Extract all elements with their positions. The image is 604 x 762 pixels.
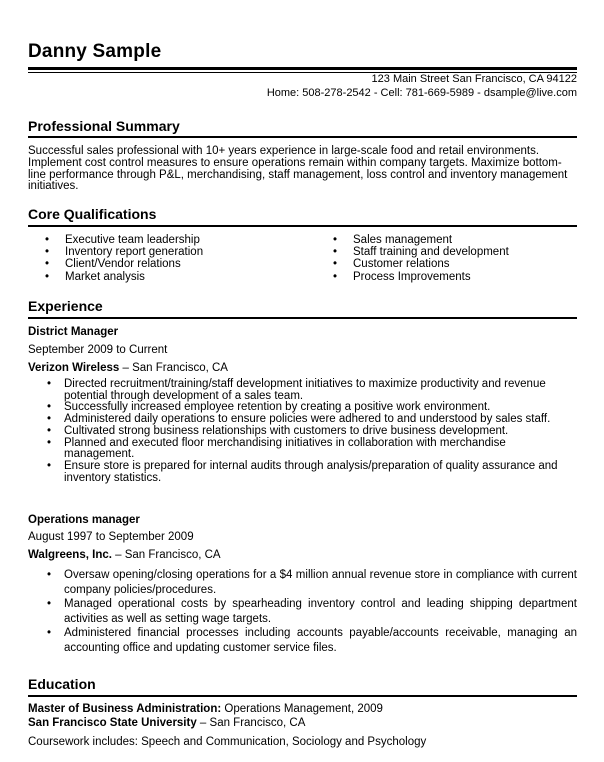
qualification-item: • Staff training and development [333,246,509,258]
company-name: Verizon Wireless [28,362,120,374]
job-role: Operations manager [28,514,140,526]
education-rule [28,695,577,697]
qualification-item: • Sales management [333,234,509,246]
company-location: – San Francisco, CA [111,549,221,561]
candidate-name: Danny Sample [28,41,162,62]
experience-rule [28,317,577,319]
job-employer [28,362,228,374]
job-bullets [28,379,577,484]
qualifications-right-list [333,234,509,283]
job-role: District Manager [28,326,119,338]
job-bullet: • Administered daily operations to ensure policies were adhered to and understood by sales staff. [28,414,577,426]
school-line [28,717,305,729]
job-bullet: • Planned and executed floor merchandising initiatives in collaboration with merchandise management. [28,438,577,461]
school-name: San Francisco State University [28,717,197,729]
qualification-item: • Process Improvements [333,271,509,283]
contact-address: 123 Main Street San Francisco, CA 94122 [371,73,577,85]
header-rule-thick [28,67,577,70]
qualification-item: • Customer relations [333,258,509,270]
degree-field: Operations Management, 2009 [221,703,383,715]
job-bullets [28,568,577,655]
school-location: – San Francisco, CA [196,717,306,729]
summary-rule [28,136,577,138]
job-bullet: • Administered financial processes including accounts payable/accounts receivable, managing an accounting office and updating customer service files. [28,626,577,655]
company-location: – San Francisco, CA [119,362,228,374]
qualifications-rule [28,225,577,227]
summary-heading: Professional Summary [28,118,180,134]
job-bullet: • Successfully increased employee retention by creating a positive work environment. [28,402,577,414]
experience-heading: Experience [28,298,103,314]
education-heading: Education [28,676,96,692]
job-bullet: • Directed recruitment/training/staff development initiatives to maximize productivity and revenue potential through development of a sales team. [28,379,577,402]
contact-phones-email: Home: 508-278-2542 - Cell: 781-669-5989 - dsample@live.com [266,87,577,99]
coursework: Coursework includes: Speech and Communication, Sociology and Psychology [28,736,427,748]
job-dates: August 1997 to September 2009 [28,531,194,543]
qualifications-left-list [45,234,203,283]
qualification-item: • Inventory report generation [45,246,203,258]
summary-text: Successful sales professional with 10+ years experience in large-scale food and retail environments. Implement cost control measures to ensure operations remain within company targets. Maximize bottom-line performance through P&L, merchandising, staff management, loss control and inventory management initiatives. [28,145,568,193]
job-bullet: • Cultivated strong business relationships with customers to drive business development. [28,426,577,438]
degree-label: Master of Business Administration: [28,703,222,715]
job-employer [28,549,221,561]
qualifications-heading: Core Qualifications [28,206,157,222]
qualification-item: • Market analysis [45,271,203,283]
degree-line [28,703,383,715]
qualification-item: • Executive team leadership [45,234,203,246]
company-name: Walgreens, Inc. [28,549,112,561]
job-dates: September 2009 to Current [28,344,168,356]
job-bullet: • Oversaw opening/closing operations for a $4 million annual revenue store in compliance with current company policies/procedures. [28,568,577,597]
job-bullet: • Ensure store is prepared for internal audits through analysis/preparation of quality assurance and inventory statistics. [28,461,577,484]
job-bullet: • Managed operational costs by spearheading inventory control and leading shipping department activities as well as setting wage targets. [28,597,577,626]
qualification-item: • Client/Vendor relations [45,258,203,270]
